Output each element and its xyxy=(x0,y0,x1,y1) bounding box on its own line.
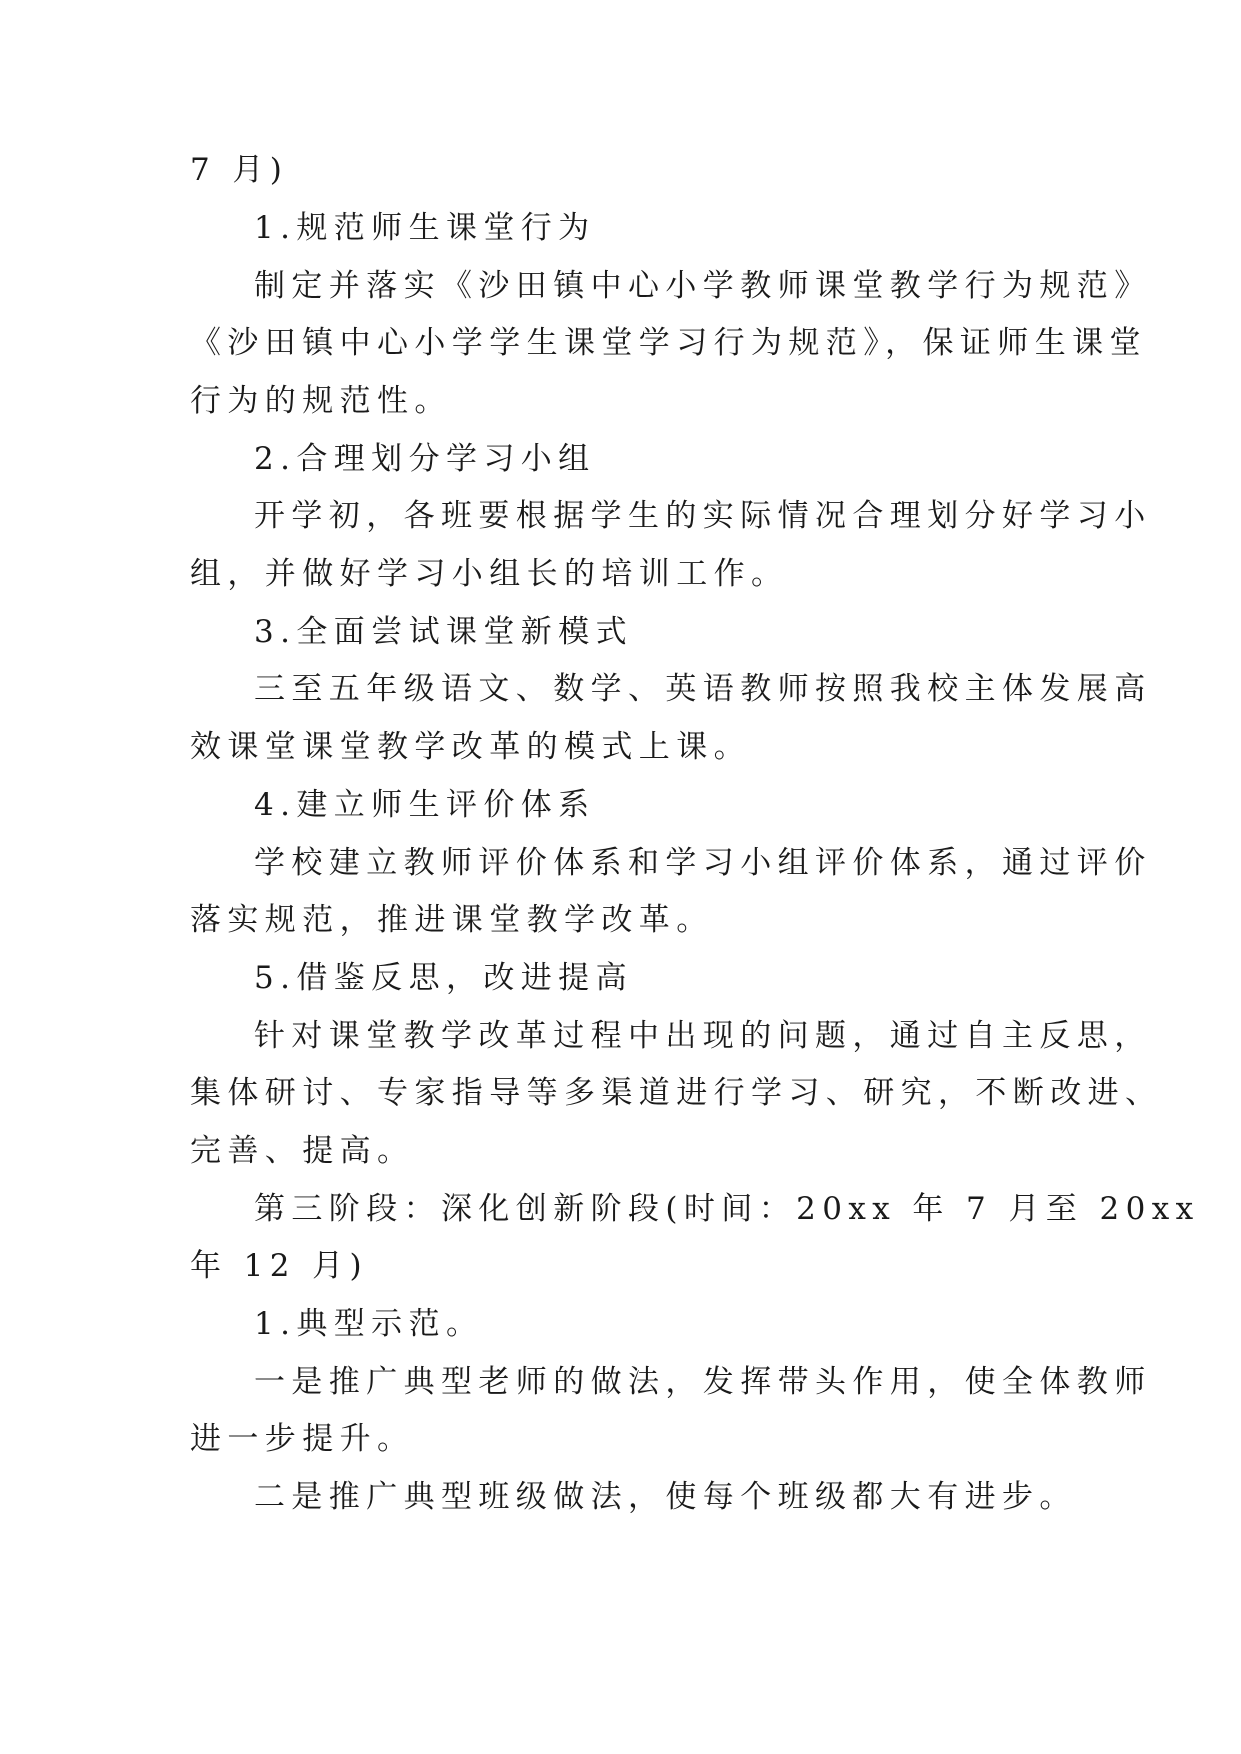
paragraph-line: 落实规范，推进课堂教学改革。 xyxy=(190,902,714,938)
paragraph-line: 制定并落实《沙田镇中心小学教师课堂教学行为规范》 xyxy=(254,268,1152,304)
stage-heading: 第三阶段：深化创新阶段(时间：20xx 年 7 月至 20xx xyxy=(254,1191,1200,1227)
heading-3: 3.全面尝试课堂新模式 xyxy=(254,614,633,650)
heading-4: 4.建立师生评价体系 xyxy=(254,787,596,823)
paragraph-line: 完善、提高。 xyxy=(190,1133,415,1169)
paragraph-line: 组，并做好学习小组长的培训工作。 xyxy=(190,556,789,592)
heading-2: 2.合理划分学习小组 xyxy=(254,441,596,477)
paragraph-line: 针对课堂教学改革过程中出现的问题，通过自主反思， xyxy=(254,1018,1152,1054)
heading-5: 5.借鉴反思，改进提高 xyxy=(254,960,633,996)
heading-1: 1.规范师生课堂行为 xyxy=(254,210,596,246)
paragraph-line: 行为的规范性。 xyxy=(190,383,452,419)
heading-typical-demo: 1.典型示范。 xyxy=(254,1306,484,1342)
paragraph-line: 《沙田镇中心小学学生课堂学习行为规范》，保证师生课堂 xyxy=(190,325,1147,361)
paragraph-line: 开学初，各班要根据学生的实际情况合理划分好学习小 xyxy=(254,498,1152,534)
text-line: 7 月) xyxy=(190,152,289,188)
paragraph-line: 效课堂课堂教学改革的模式上课。 xyxy=(190,729,751,765)
paragraph-line: 三至五年级语文、数学、英语教师按照我校主体发展高 xyxy=(254,671,1152,707)
paragraph-line: 二是推广典型班级做法，使每个班级都大有进步。 xyxy=(254,1479,1077,1515)
paragraph-line: 进一步提升。 xyxy=(190,1421,415,1457)
paragraph-line: 集体研讨、专家指导等多渠道进行学习、研究，不断改进、 xyxy=(190,1075,1163,1111)
paragraph-line: 学校建立教师评价体系和学习小组评价体系，通过评价 xyxy=(254,845,1152,881)
paragraph-line: 一是推广典型老师的做法，发挥带头作用，使全体教师 xyxy=(254,1364,1152,1400)
stage-heading-continued: 年 12 月) xyxy=(190,1248,369,1284)
